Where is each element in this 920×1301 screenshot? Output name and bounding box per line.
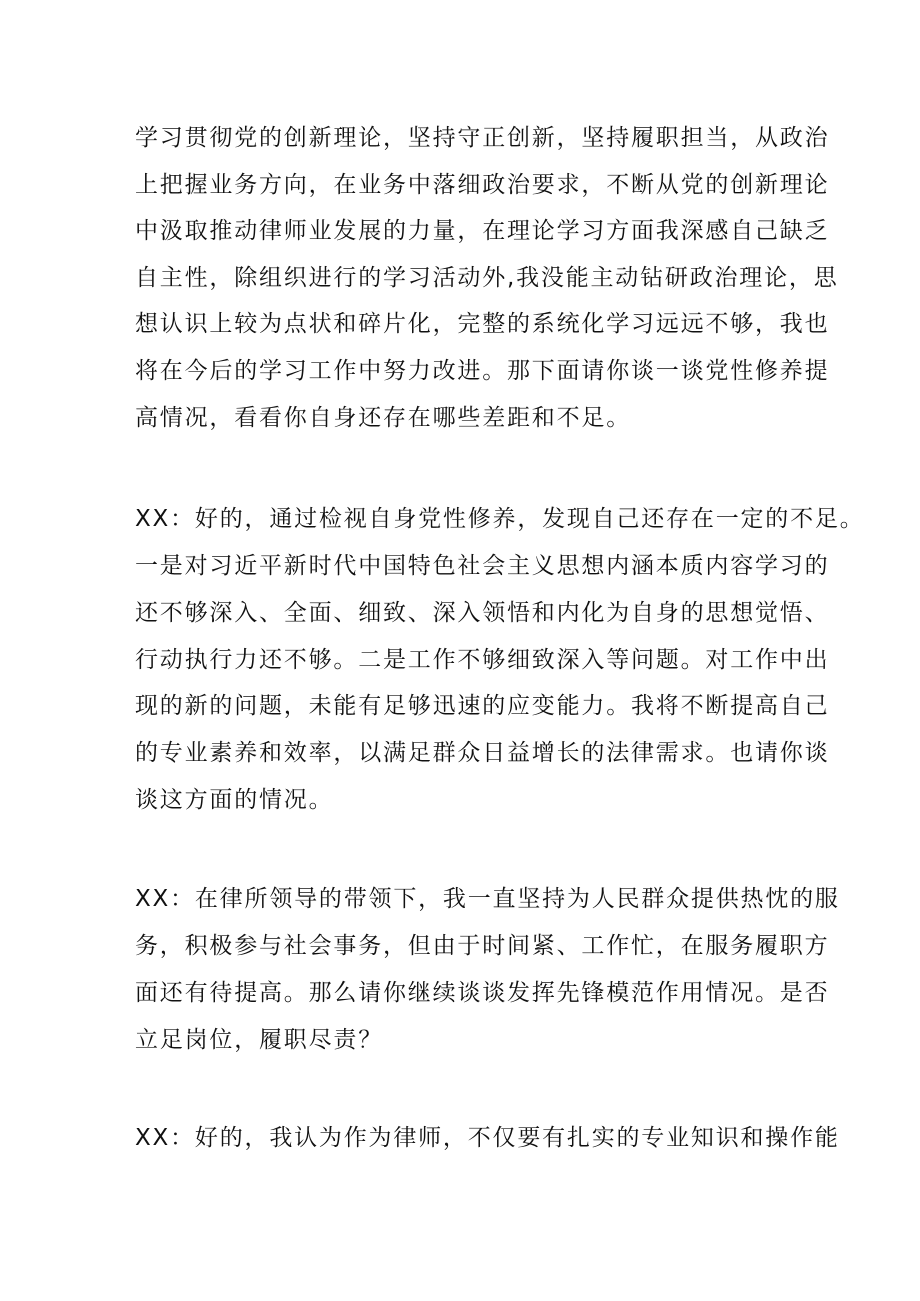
- text-line: 现的新的问题，未能有足够迅速的应变能力。我将不断提高自己: [135, 693, 830, 719]
- text-line: 想认识上较为点状和碎片化，完整的系统化学习远远不够，我也: [135, 311, 830, 337]
- text-line: 中汲取推动律师业发展的力量，在理论学习方面我深感自己缺乏: [135, 218, 830, 244]
- text-line: 务，积极参与社会事务，但由于时间紧、工作忙，在服务履职方: [135, 933, 830, 959]
- text-line: 行动执行力还不够。二是工作不够细致深入等问题。对工作中出: [135, 647, 830, 673]
- text-line: 的专业素养和效率，以满足群众日益增长的法律需求。也请你谈: [135, 740, 830, 766]
- text-line: XX：好的，通过检视自身党性修养，发现自己还存在一定的不足。: [135, 506, 865, 532]
- text-line: 还不够深入、全面、细致、深入领悟和内化为自身的思想觉悟、: [135, 600, 830, 626]
- text-line: 面还有待提高。那么请你继续谈谈发挥先锋模范作用情况。是否: [135, 980, 830, 1006]
- text-line: XX：好的，我认为作为律师，不仅要有扎实的专业知识和操作能: [135, 1125, 840, 1151]
- text-line: 自主性，除组织进行的学习活动外,我没能主动钻研政治理论，思: [135, 265, 839, 291]
- text-line: 高情况，看看你自身还存在哪些差距和不足。: [135, 405, 631, 431]
- text-line: 一是对习近平新时代中国特色社会主义思想内涵本质内容学习的: [135, 553, 830, 579]
- text-line: 上把握业务方向，在业务中落细政治要求，不断从党的创新理论: [135, 172, 830, 198]
- text-line: 立足岗位，履职尽责？: [135, 1027, 383, 1053]
- text-line: 谈这方面的情况。: [135, 787, 334, 813]
- text-line: XX：在律所领导的带领下，我一直坚持为人民群众提供热忱的服: [135, 886, 840, 912]
- text-line: 将在今后的学习工作中努力改进。那下面请你谈一谈党性修养提: [135, 358, 830, 384]
- text-line: 学习贯彻党的创新理论，坚持守正创新，坚持履职担当，从政治: [135, 125, 830, 151]
